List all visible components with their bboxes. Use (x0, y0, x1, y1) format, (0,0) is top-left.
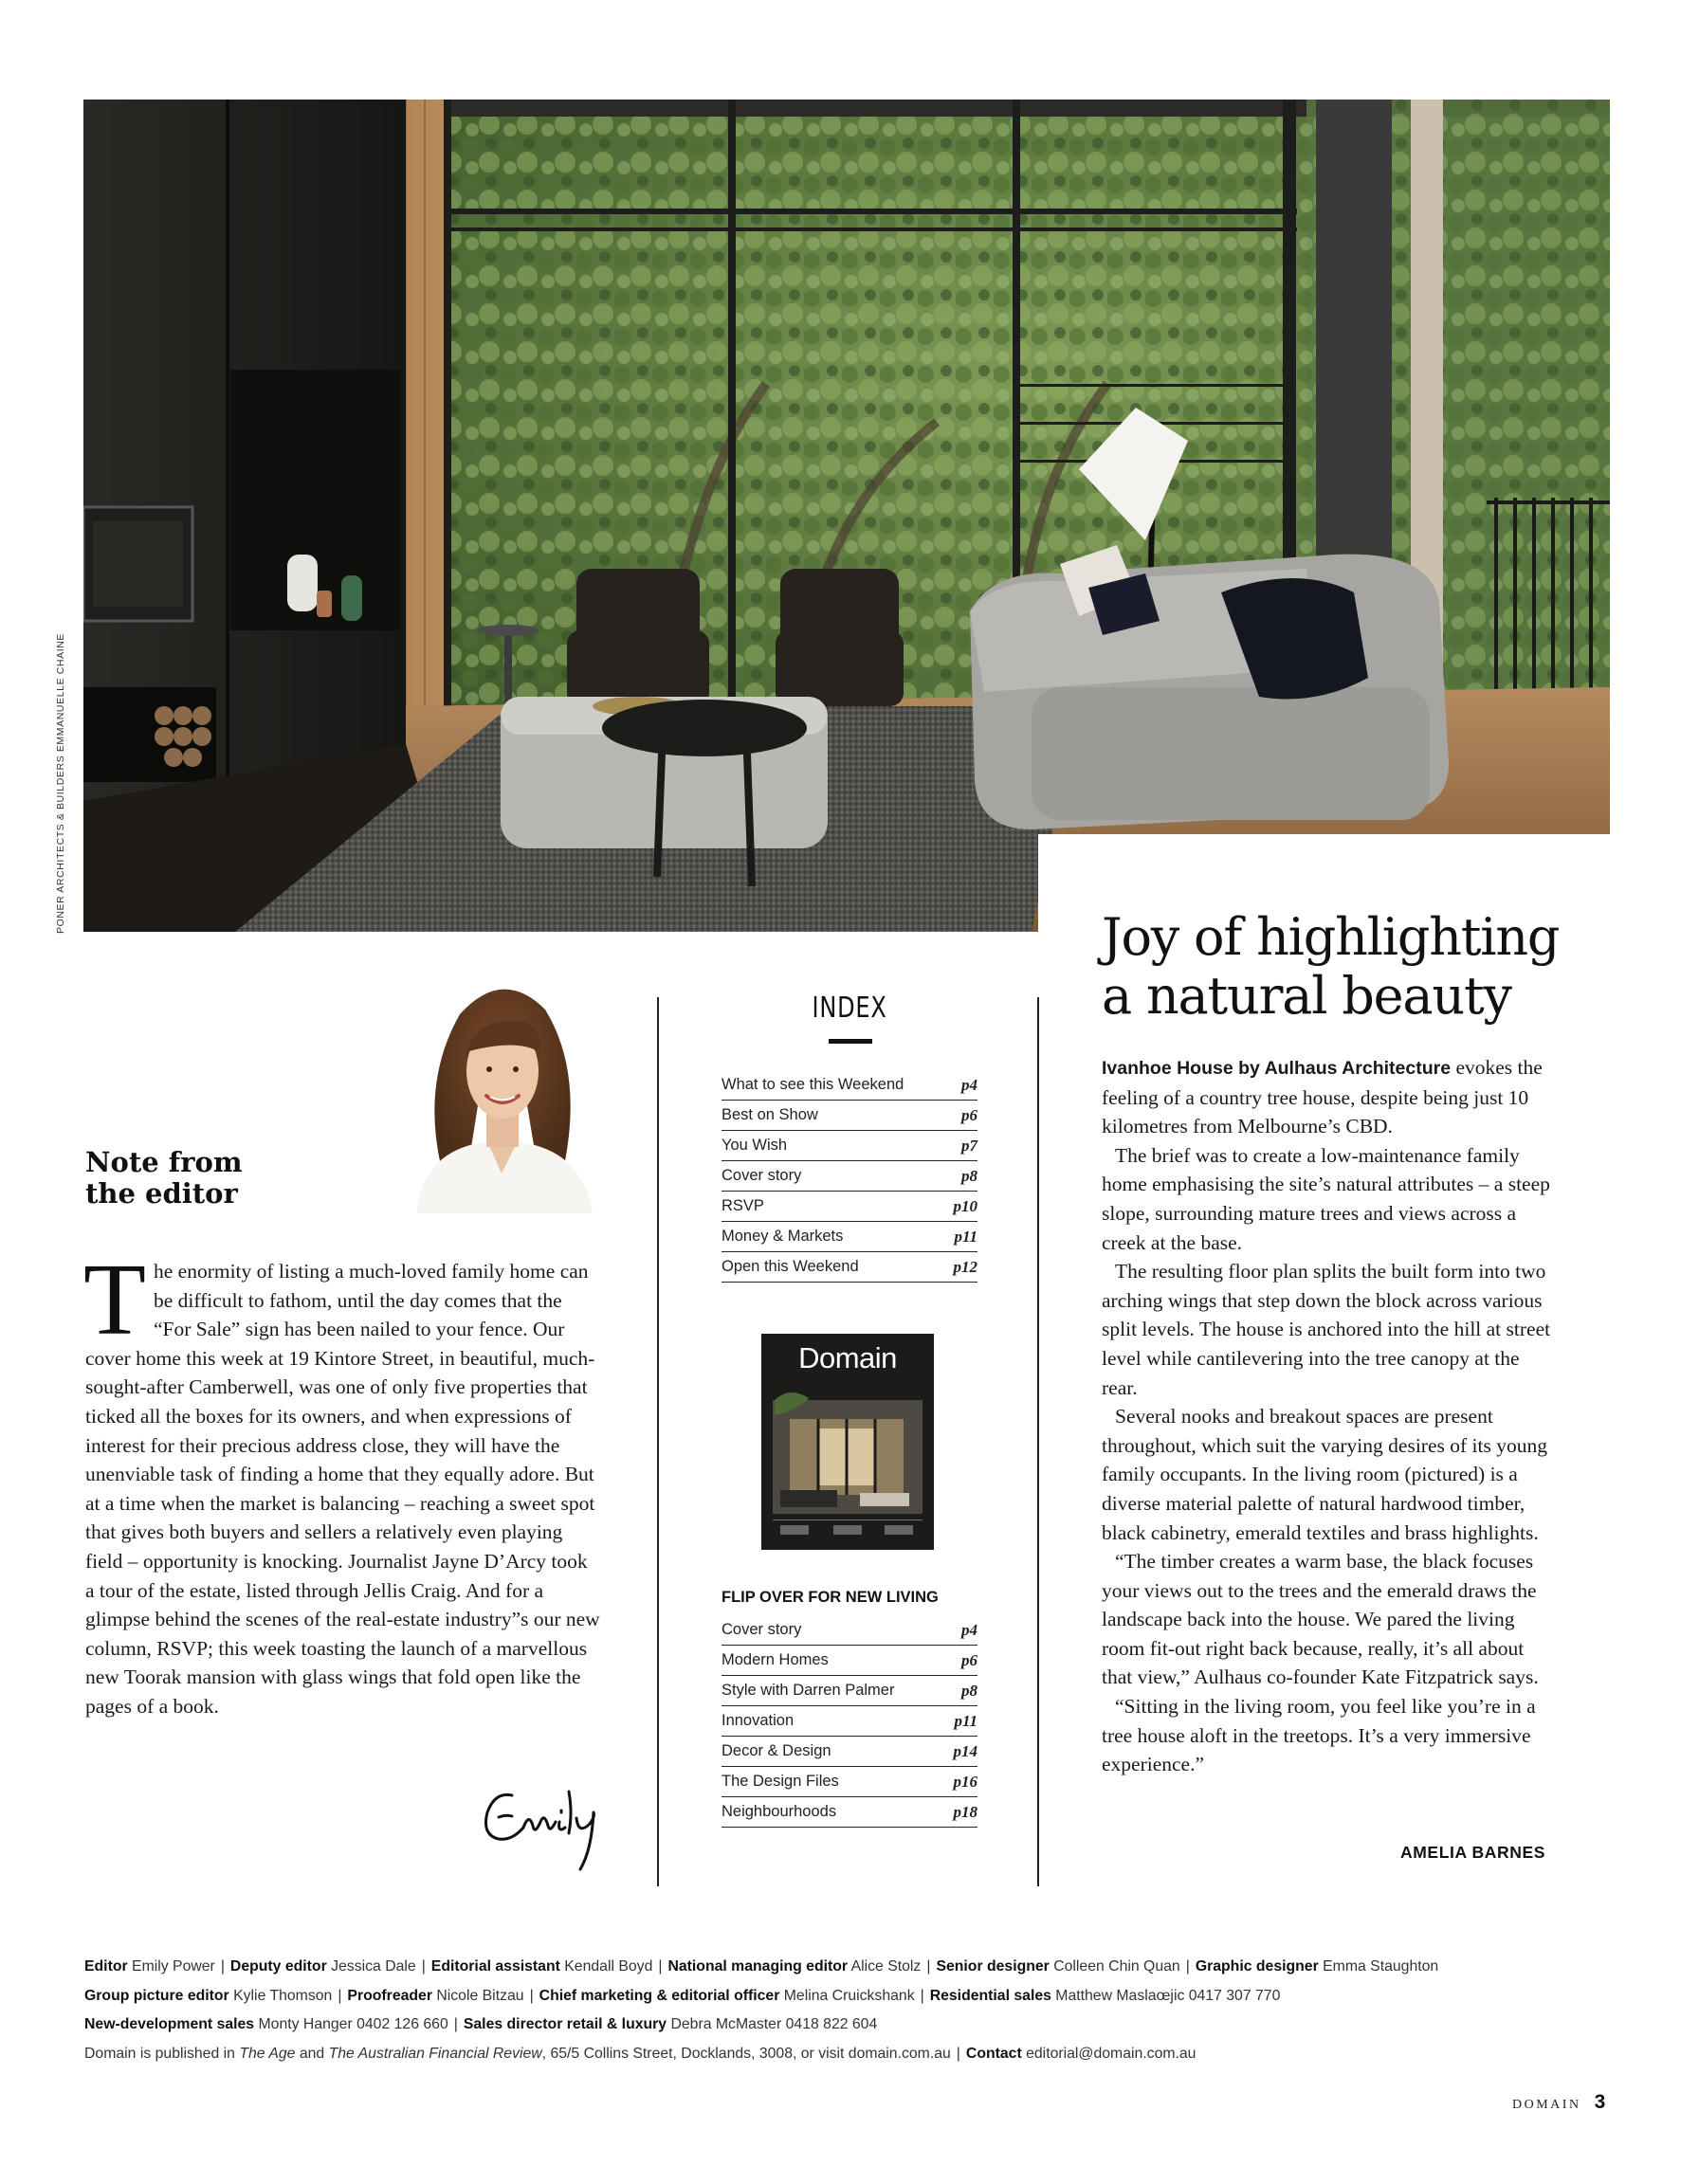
flip-item-page: p8 (961, 1681, 977, 1700)
index-title-underline (829, 1039, 872, 1044)
credit-label: Deputy editor (229, 1958, 327, 1975)
editor-note-text: he enormity of listing a much-loved family home can be difficult to fathom, until the day comes that the “For Sale” sign has been nailed to your fence. Our cover home this week at 19 Kintore Street, in beautiful, much-sought-after Camberwell, was one of only five properties that ticked all the boxes for its owners, and when expressions of interest for their precious address close, they will have the unenviable task of finding a home that they equally adore. But at a time when the market is balancing – reaching a sweet spot that gives both buyers and sellers a relatively even playing field – opportunity is knocking. Journalist Jayne D’Arcy took a tour of the estate, listed through Jellis Craig. And for a glimpse behind the scenes of the real-estate industry”s our new column, RSVP; this week toasting the launch of a marvellous new Toorak mansion with glass wings that fold open like the pages of a book. (85, 1260, 600, 1718)
publication-note: Domain is published in (84, 2045, 240, 2062)
index-item-page: p11 (954, 1227, 977, 1246)
flip-item-label: Decor & Design (722, 1742, 831, 1759)
index-item-label: Money & Markets (722, 1228, 844, 1245)
flip-item-label: The Design Files (722, 1773, 839, 1790)
column-rule-right (1037, 997, 1039, 1886)
feature-paragraph: The brief was to create a low-maintenance family home emphasising the site’s natural attributes – a steep slope, surrounding mature trees and views across a creek at the base. (1102, 1143, 1550, 1254)
flip-item-page: p18 (953, 1802, 977, 1821)
credit-name: Colleen Chin Quan (1053, 1958, 1180, 1975)
index-item-page: p12 (953, 1257, 977, 1276)
editor-note-title (85, 1147, 370, 1210)
index-item-label: Best on Show (722, 1106, 818, 1123)
editor-note-title-line2: the editor (85, 1177, 238, 1210)
editor-signature (474, 1774, 616, 1879)
flip-item-label: Innovation (722, 1712, 795, 1729)
credit-name: Nicole Bitzau (436, 1987, 524, 2004)
index-item-label: RSVP (722, 1197, 764, 1214)
feature-paragraph: “The timber creates a warm base, the black focuses your views out to the trees and the emerald draws the landscape back into the house. We pared the living room fit-out right back because, really, it’s all about that view,” Aulhaus co-founder Kate Fitzpatrick says. (1102, 1550, 1539, 1689)
flip-item[interactable] (722, 1737, 977, 1767)
index-item-page: p7 (961, 1136, 977, 1155)
flip-item-page: p14 (953, 1741, 977, 1760)
hero-photo (83, 100, 1610, 932)
flip-item-label: Modern Homes (722, 1651, 829, 1668)
credit-label: Sales director retail & luxury (463, 2016, 667, 2032)
folio-publication: DOMAIN (1512, 2098, 1581, 2112)
index-item-label: You Wish (722, 1137, 788, 1154)
feature-body (1102, 1053, 1553, 1779)
flip-item[interactable] (722, 1615, 977, 1646)
editor-note-title-line1: Note from (85, 1146, 243, 1178)
index-title: INDEX (812, 992, 887, 1025)
credit-name: Kendall Boyd (564, 1958, 653, 1975)
flip-item[interactable] (722, 1797, 977, 1828)
credit-name: Debra McMaster 0418 822 604 (670, 2016, 878, 2032)
index-item[interactable] (722, 1131, 977, 1161)
editor-portrait (384, 957, 621, 1213)
credit-label: National managing editor (667, 1958, 849, 1975)
masthead-line: Group picture editor Kylie Thomson | Proofreader Nicole Bitzau | Chief marketing & editorial officer Melina Cruickshank | Residential sales Matthew Maslaœjic 0417 307 770 (84, 1987, 1281, 2004)
credit-label: Residential sales (929, 1987, 1051, 2004)
credit-label: Contact (965, 2045, 1022, 2062)
credit-name: Emily Power (132, 1958, 215, 1975)
flip-item-page: p16 (953, 1772, 977, 1791)
feature-headline-line1: Joy of highlighting (1102, 907, 1560, 967)
index-item-label: Open this Weekend (722, 1258, 859, 1275)
credit-label: Editorial assistant (430, 1958, 560, 1975)
feature-paragraph: The resulting floor plan splits the built form into two arching wings that step down the block across various split levels. The house is anchored into the hill at street level while cantilevering into the tree canopy at the rear. (1102, 1260, 1551, 1399)
index-item-page: p8 (961, 1166, 977, 1185)
credit-name: Kylie Thomson (233, 1987, 333, 2004)
column-rule-left (657, 997, 659, 1886)
index-item-page: p10 (953, 1196, 977, 1215)
feature-paragraph: “Sitting in the living room, you feel like you’re in a tree house aloft in the treetops. It’s a very immersive experience.” (1102, 1695, 1536, 1776)
flip-item[interactable] (722, 1706, 977, 1737)
index-item[interactable] (722, 1192, 977, 1222)
magazine-cover-thumbnail[interactable] (761, 1334, 934, 1550)
publication-note: and (295, 2045, 329, 2062)
credit-label: New-development sales (84, 2016, 255, 2032)
credit-name: Alice Stolz (850, 1958, 922, 1975)
photo-credit: PONER ARCHITECTS & BUILDERS EMMANUELLE CHAINE (55, 633, 66, 934)
flip-item-label: Cover story (722, 1621, 802, 1638)
credit-name: Matthew Maslaœjic 0417 307 770 (1055, 1987, 1281, 2004)
feature-paragraph: Several nooks and breakout spaces are present throughout, which suit the varying desires of its young family occupants. In the living room (pictured) is a diverse material palette of natural hardwood timber, black cabinetry, emerald textiles and brass highlights. (1102, 1405, 1547, 1544)
flip-item-label: Style with Darren Palmer (722, 1682, 895, 1699)
editor-note-body (83, 1244, 601, 1721)
credit-name: Emma Staughton (1323, 1958, 1439, 1975)
page-number: 3 (1594, 2091, 1606, 2113)
flip-item-page: p6 (961, 1650, 977, 1669)
flip-item[interactable] (722, 1676, 977, 1706)
index-item[interactable] (722, 1101, 977, 1131)
feature-headline (1102, 908, 1595, 1026)
feature-headline-line2: a natural beauty (1102, 966, 1511, 1026)
credit-name: Jessica Dale (331, 1958, 416, 1975)
publication-address: , 65/5 Collins Street, Docklands, 3008, or visit domain.com.au (541, 2045, 951, 2062)
credit-name: Melina Cruickshank (783, 1987, 915, 2004)
flip-item-label: Neighbourhoods (722, 1803, 837, 1820)
masthead-line: New-development sales Monty Hanger 0402 126 660 | Sales director retail & luxury Debra McMaster 0418 822 604 (84, 2016, 878, 2032)
credit-label: Senior designer (936, 1958, 1050, 1975)
publication-name: The Australian Financial Review (328, 2045, 542, 2062)
credit-label: Group picture editor (84, 1987, 229, 2004)
feature-paragraph (1102, 1053, 1553, 1141)
index-item-label: What to see this Weekend (722, 1076, 904, 1093)
flip-item[interactable] (722, 1646, 977, 1676)
page-folio (1512, 2091, 1605, 2114)
index-item[interactable] (722, 1070, 977, 1101)
index-item[interactable] (722, 1161, 977, 1192)
flip-item-page: p4 (961, 1620, 977, 1639)
index-item[interactable] (722, 1222, 977, 1252)
index-list (722, 1070, 977, 1283)
feature-lead: Ivanhoe House by Aulhaus Architecture (1102, 1058, 1452, 1079)
credit-label: Editor (84, 1958, 128, 1975)
feature-byline: AMELIA BARNES (1400, 1843, 1545, 1862)
index-item-page: p4 (961, 1075, 977, 1094)
index-item-page: p6 (961, 1105, 977, 1124)
flip-item[interactable] (722, 1767, 977, 1797)
masthead-line: Domain is published in The Age and The Australian Financial Review, 65/5 Collins Street, Docklands, 3008, or visit domain.com.au | Contact editorial@domain.com.au (84, 2045, 1197, 2062)
flip-item-page: p11 (954, 1711, 977, 1730)
index-item[interactable] (722, 1252, 977, 1283)
flip-over-heading: FLIP OVER FOR NEW LIVING (722, 1589, 939, 1606)
credit-label: Chief marketing & editorial officer (539, 1987, 780, 2004)
feature-paragraph-text: evokes the feeling of a country tree house, despite being just 10 kilometres from Melbourne’s CBD. (1102, 1056, 1543, 1138)
masthead-credits (84, 1953, 1639, 2068)
contact-email[interactable]: editorial@domain.com.au (1026, 2045, 1197, 2062)
credit-name: Monty Hanger 0402 126 660 (258, 2016, 448, 2032)
masthead-line: Editor Emily Power | Deputy editor Jessica Dale | Editorial assistant Kendall Boyd | National managing editor Alice Stolz | Senior designer Colleen Chin Quan | Graphic designer Emma Staughton (84, 1958, 1439, 1975)
drop-cap: T (83, 1244, 146, 1356)
index-item-label: Cover story (722, 1167, 802, 1184)
flip-over-list (722, 1615, 977, 1828)
cover-brand: Domain (798, 1341, 897, 1374)
publication-name: The Age (239, 2045, 296, 2062)
credit-label: Graphic designer (1195, 1958, 1319, 1975)
credit-label: Proofreader (347, 1987, 432, 2004)
